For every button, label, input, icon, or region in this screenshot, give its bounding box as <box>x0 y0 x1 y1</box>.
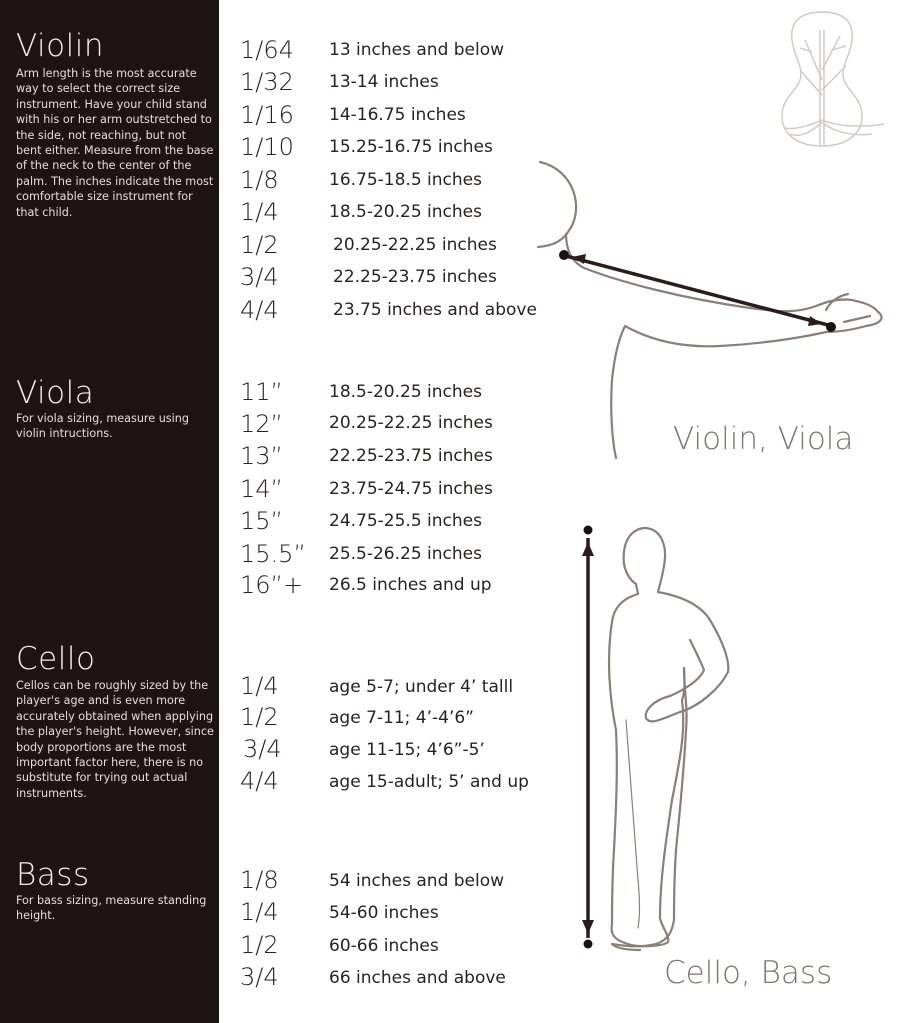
violin-title: Violin <box>16 28 104 64</box>
bass-size: 3/4 <box>240 963 279 991</box>
violin-measure: 13 inches and below <box>329 40 505 60</box>
bass-size: 1/4 <box>240 898 279 926</box>
viola-description: For viola sizing, measure using violin intructions. <box>16 412 189 441</box>
cello-measure: age 15-adult; 5’ and up <box>329 772 529 792</box>
violin-measure: 16.75-18.5 inches <box>329 170 482 190</box>
violin-measure: 13-14 inches <box>329 72 439 92</box>
bass-measure: 54-60 inches <box>329 903 439 923</box>
violin-measure: 15.25-16.75 inches <box>329 137 493 157</box>
violin-size: 1/16 <box>240 101 294 129</box>
violin-size: 1/2 <box>240 231 279 259</box>
arm-figure-caption: Violin, Viola <box>673 421 854 457</box>
cello-measure: age 7-11; 4’-4’6” <box>329 708 474 728</box>
violin-size: 4/4 <box>240 296 279 324</box>
violin-measure: 20.25-22.25 inches <box>333 235 497 255</box>
viola-size: 13” <box>240 442 283 470</box>
bass-measure: 60-66 inches <box>329 936 439 956</box>
viola-size: 14” <box>240 475 283 503</box>
violin-measure: 14-16.75 inches <box>329 105 466 125</box>
viola-size: 11” <box>240 378 283 406</box>
cello-measure: age 11-15; 4’6”-5’ <box>329 740 485 760</box>
cello-size: 3/4 <box>243 735 282 763</box>
violin-measure: 22.25-23.75 inches <box>333 267 497 287</box>
viola-measure: 23.75-24.75 inches <box>329 479 493 499</box>
viola-size: 16”+ <box>240 571 304 599</box>
viola-title: Viola <box>16 375 95 411</box>
palm-point-marker <box>826 322 836 332</box>
cello-size: 1/2 <box>240 703 279 731</box>
violin-size: 1/64 <box>240 36 294 64</box>
neck-point-marker <box>559 250 569 260</box>
body-figure-caption: Cello, Bass <box>664 955 833 991</box>
bass-description: For bass sizing, measure standing height. <box>16 894 207 923</box>
viola-measure: 20.25-22.25 inches <box>329 413 493 433</box>
violin-measure: 18.5-20.25 inches <box>329 202 482 222</box>
violin-size: 3/4 <box>240 263 279 291</box>
cello-title: Cello <box>16 641 96 677</box>
cello-size: 1/4 <box>240 672 279 700</box>
violin-size: 1/10 <box>240 133 294 161</box>
cello-size: 4/4 <box>240 767 279 795</box>
cello-measure: age 5-7; under 4’ talll <box>329 677 514 697</box>
violin-size: 1/32 <box>240 68 294 96</box>
viola-size: 15” <box>240 507 283 535</box>
head-point-marker <box>584 526 593 535</box>
arm-length-arrow <box>566 256 828 325</box>
viola-measure: 24.75-25.5 inches <box>329 511 482 531</box>
violin-description: Arm length is the most accurate way to select the correct size instrument. Have your child stand with his or her arm outstretched to the side, not reaching, but not bent either. Measure from the base of the neck to the center of the palm. The inches indicate the most comfortable size instrument for that child. <box>16 67 214 219</box>
viola-size: 12” <box>240 410 283 438</box>
viola-measure: 25.5-26.25 inches <box>329 544 482 564</box>
violin-size: 1/4 <box>240 198 279 226</box>
foot-point-marker <box>584 940 593 949</box>
bass-measure: 66 inches and above <box>329 968 506 988</box>
bass-title: Bass <box>16 857 90 893</box>
violin-size: 1/8 <box>240 166 279 194</box>
cello-description: Cellos can be roughly sized by the player's age and is even more accurately obtained when applying the player's height. However, since body proportions are the most important factor here, there is no substitute for trying out actual instruments. <box>16 679 214 800</box>
violin-measure: 23.75 inches and above <box>333 300 537 320</box>
bass-measure: 54 inches and below <box>329 871 505 891</box>
viola-size: 15.5” <box>240 540 306 568</box>
bass-size: 1/2 <box>240 931 279 959</box>
viola-measure: 22.25-23.75 inches <box>329 446 493 466</box>
viola-measure: 26.5 inches and up <box>329 575 492 595</box>
bass-size: 1/8 <box>240 866 279 894</box>
viola-measure: 18.5-20.25 inches <box>329 382 482 402</box>
